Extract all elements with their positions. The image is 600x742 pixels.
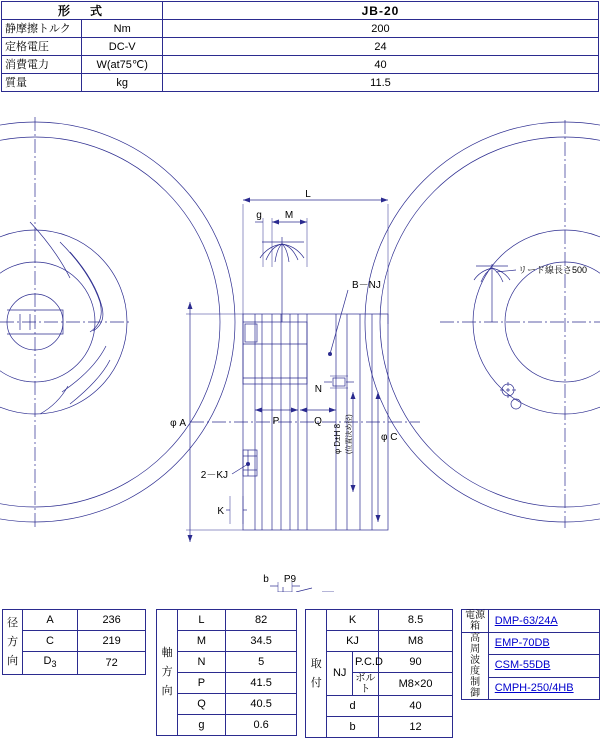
label-phi-C: φ C bbox=[381, 432, 398, 443]
axial-value-2: 5 bbox=[226, 652, 297, 673]
table-row bbox=[157, 694, 297, 715]
label-phi-D: φ D±H 8 bbox=[333, 423, 342, 454]
table-row bbox=[157, 610, 297, 631]
mount-value-2: 90 bbox=[378, 652, 453, 673]
axial-key-5: g bbox=[177, 715, 226, 736]
accessory-value-1[interactable] bbox=[488, 633, 599, 655]
radial-key-1: C bbox=[23, 631, 78, 652]
axial-key-3: P bbox=[177, 673, 226, 694]
table-header-row bbox=[2, 2, 599, 20]
spec-unit-0: Nm bbox=[82, 20, 162, 38]
spec-unit-1: DC-V bbox=[82, 38, 162, 56]
accessory-value-3[interactable] bbox=[488, 677, 599, 699]
mount-key-4: d bbox=[327, 696, 378, 717]
mount-key-1: KJ bbox=[327, 631, 378, 652]
specification-table bbox=[1, 1, 599, 92]
axial-value-0: 82 bbox=[226, 610, 297, 631]
axial-key-0: L bbox=[177, 610, 226, 631]
accessory-key-0: 電源箱 bbox=[462, 610, 488, 633]
table-row bbox=[3, 652, 146, 675]
table-row bbox=[462, 610, 600, 633]
mount-value-1: M8 bbox=[378, 631, 453, 652]
radial-dimension-table bbox=[2, 609, 146, 675]
table-row bbox=[306, 610, 453, 631]
radial-value-1: 219 bbox=[77, 631, 146, 652]
table-row bbox=[462, 633, 600, 655]
accessory-value-2[interactable] bbox=[488, 655, 599, 677]
accessory-link-3[interactable]: CMPH-250/4HB bbox=[494, 681, 574, 694]
radial-key-2: $D_3$ bbox=[23, 652, 78, 675]
table-row bbox=[3, 610, 146, 631]
mount-key-2: P.C.D bbox=[353, 652, 379, 673]
radial-label: 径 方 向 bbox=[3, 610, 23, 675]
label-Q: Q bbox=[314, 416, 322, 427]
table-row bbox=[157, 715, 297, 736]
radial-value-2: 72 bbox=[77, 652, 146, 675]
mount-table bbox=[305, 609, 453, 738]
label-2-KJ: 2－KJ bbox=[200, 470, 228, 481]
table-row bbox=[306, 652, 453, 673]
spec-name-1: 定格電圧 bbox=[2, 38, 82, 56]
label-phi-A: φ A bbox=[170, 418, 186, 429]
axial-key-1: M bbox=[177, 631, 226, 652]
table-row bbox=[2, 56, 599, 74]
spec-value-1: 24 bbox=[162, 38, 598, 56]
bottom-tables bbox=[0, 609, 600, 738]
accessory-link-0[interactable]: DMP-63/24A bbox=[494, 614, 558, 627]
label-P9: P9 bbox=[283, 574, 297, 585]
label-b: b bbox=[263, 574, 269, 585]
mount-value-5: 12 bbox=[378, 717, 453, 738]
axial-value-3: 41.5 bbox=[226, 673, 297, 694]
header-model: JB-20 bbox=[162, 2, 598, 20]
accessory-link-2[interactable]: CSM-55DB bbox=[494, 659, 551, 672]
spec-unit-3: kg bbox=[82, 74, 162, 92]
label-M: M bbox=[284, 210, 294, 221]
accessory-key-1: 高 周 波 度 制 御 bbox=[462, 633, 488, 700]
label-g: g bbox=[256, 210, 262, 221]
axial-key-2: N bbox=[177, 652, 226, 673]
mount-value-4: 40 bbox=[378, 696, 453, 717]
mount-label: 取 付 bbox=[306, 610, 327, 738]
spec-unit-2: W(at75℃) bbox=[82, 56, 162, 74]
table-row bbox=[306, 631, 453, 652]
table-row bbox=[3, 631, 146, 652]
mount-key-0: K bbox=[327, 610, 378, 631]
mount-sub-label: NJ bbox=[327, 652, 353, 696]
axial-label: 軸 方 向 bbox=[157, 610, 177, 736]
spec-name-2: 消費電力 bbox=[2, 56, 82, 74]
table-row bbox=[2, 20, 599, 38]
label-K: K bbox=[217, 506, 224, 517]
spec-value-3: 11.5 bbox=[162, 74, 598, 92]
table-row bbox=[2, 38, 599, 56]
axial-value-1: 34.5 bbox=[226, 631, 297, 652]
axial-value-4: 40.5 bbox=[226, 694, 297, 715]
table-row bbox=[2, 74, 599, 92]
spec-value-0: 200 bbox=[162, 20, 598, 38]
axial-value-5: 0.6 bbox=[226, 715, 297, 736]
radial-value-0: 236 bbox=[77, 610, 146, 631]
label-L: L bbox=[305, 189, 311, 200]
mount-value-3: M8×20 bbox=[378, 673, 453, 696]
axial-key-4: Q bbox=[177, 694, 226, 715]
axial-dimension-table bbox=[156, 609, 297, 736]
label-N: N bbox=[314, 384, 322, 395]
table-row bbox=[157, 673, 297, 694]
radial-key-0: A bbox=[23, 610, 78, 631]
table-row bbox=[306, 717, 453, 738]
accessory-link-1[interactable]: EMP-70DB bbox=[494, 637, 550, 650]
label-P: P bbox=[272, 416, 280, 427]
label-B-NJ: B－NJ bbox=[352, 280, 381, 291]
label-phi-D-note: (位置決め径) bbox=[346, 414, 353, 454]
table-row bbox=[157, 652, 297, 673]
label-lead-wire: リード線長さ500 bbox=[518, 265, 588, 275]
mount-key-3: ボルト bbox=[353, 673, 379, 696]
mount-key-5: b bbox=[327, 717, 378, 738]
table-row bbox=[306, 696, 453, 717]
spec-name-0: 静摩擦トルク bbox=[2, 20, 82, 38]
header-form: 形 式 bbox=[2, 2, 163, 20]
table-row bbox=[157, 631, 297, 652]
technical-drawing bbox=[0, 92, 600, 592]
mount-value-0: 8.5 bbox=[378, 610, 453, 631]
spec-value-2: 40 bbox=[162, 56, 598, 74]
accessory-value-0[interactable] bbox=[488, 610, 599, 633]
accessory-table bbox=[461, 609, 600, 700]
spec-name-3: 質量 bbox=[2, 74, 82, 92]
